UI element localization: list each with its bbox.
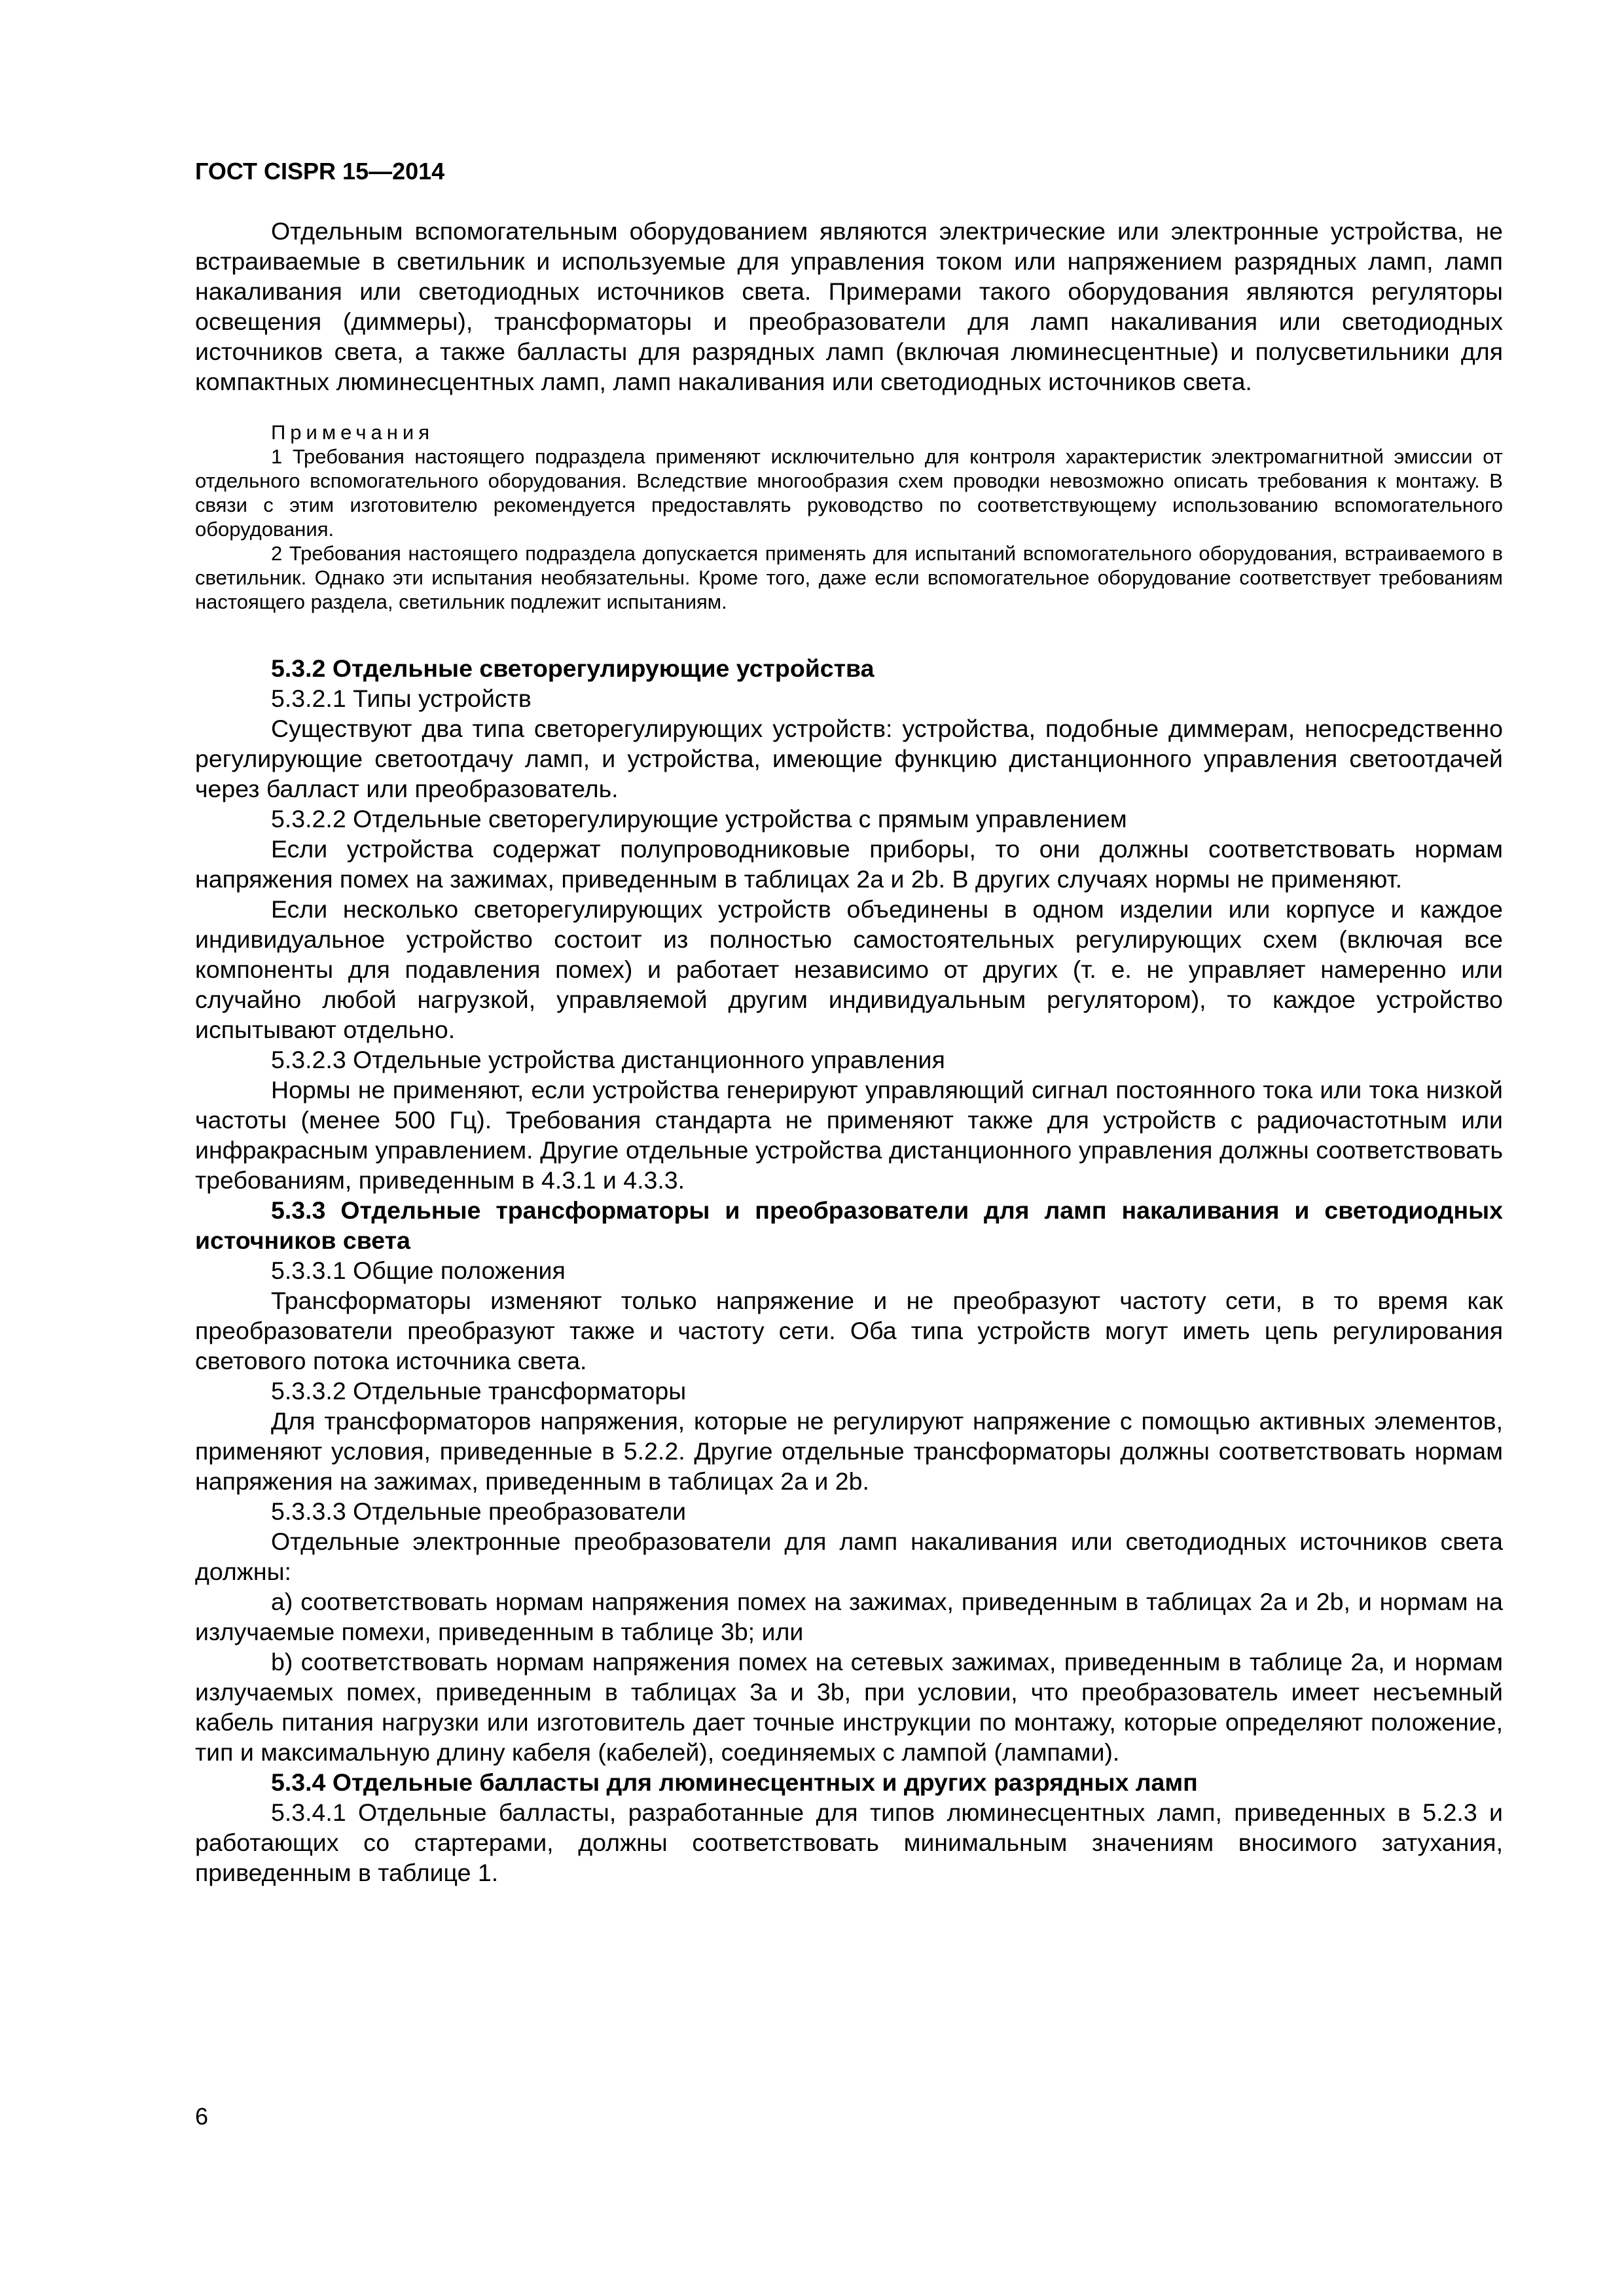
subsection-heading-5-3-3-1: 5.3.3.1 Общие положения bbox=[271, 1257, 566, 1284]
paragraph: Если несколько светорегулирующих устройств объединены в одном изделии или корпусе и каждое индивидуальное устройство состоит из полностью самостоятельных регулирующих схем (включая все компоненты для подавления помех) и работает независимо от других (т. е. не управляет намеренно или случайно любой нагрузкой, управляемой другим индивидуальным регулятором), то каждое устройство испытывают отдельно. bbox=[195, 895, 1503, 1043]
subsection-heading-5-3-3-3: 5.3.3.3 Отдельные преобразователи bbox=[271, 1498, 687, 1525]
paragraph: Существуют два типа светорегулирующих устройств: устройства, подобные диммерам, непосредственно регулирующие светоотдачу ламп, и устройства, имеющие функцию дистанционного управления светоотдачей через балласт или преобразователь. bbox=[195, 715, 1503, 802]
paragraph: Отдельные электронные преобразователи для ламп накаливания или светодиодных источников света должны: bbox=[195, 1528, 1503, 1585]
paragraph: Нормы не применяют, если устройства генерируют управляющий сигнал постоянного тока или тока низкой частоты (менее 500 Гц). Требования стандарта не применяют также для устройств с радиочастотным или инфракрасным управлением. Другие отдельные устройства дистанционного управления должны соответствовать требованиям, приведенным в 4.3.1 и 4.3.3. bbox=[195, 1076, 1503, 1194]
page-number: 6 bbox=[195, 2103, 209, 2130]
notes-title: Примечания bbox=[271, 421, 434, 444]
paragraph: Для трансформаторов напряжения, которые не регулируют напряжение с помощью активных элементов, применяют условия, приведенные в 5.2.2. Другие отдельные трансформаторы должны соответствовать нормам напряжения на зажимах, приведенным в таблицах 2a и 2b. bbox=[195, 1407, 1503, 1495]
notes-block bbox=[195, 420, 1503, 614]
section-heading-5-3-4: 5.3.4 Отдельные балласты для люминесцентных и других разрядных ламп bbox=[271, 1768, 1198, 1796]
subsection-heading-5-3-2-1: 5.3.2.1 Типы устройств bbox=[271, 685, 532, 712]
subsection-heading-5-3-2-2: 5.3.2.2 Отдельные светорегулирующие устройства с прямым управлением bbox=[271, 805, 1127, 833]
section-heading-5-3-2: 5.3.2 Отдельные светорегулирующие устройства bbox=[271, 655, 875, 682]
document-header: ГОСТ CISPR 15—2014 bbox=[195, 158, 445, 185]
list-item-a: a) соответствовать нормам напряжения помех на зажимах, приведенным в таблицах 2a и 2b, и нормам на излучаемые помехи, приведенным в таблице 3b; или bbox=[195, 1588, 1503, 1645]
paragraph: Трансформаторы изменяют только напряжение и не преобразуют частоту сети, в то время как преобразователи преобразуют также и частоту сети. Оба типа устройств могут иметь цепь регулирования светового потока источника света. bbox=[195, 1287, 1503, 1374]
note-item-1: 1 Требования настоящего подраздела применяют исключительно для контроля характеристик электромагнитной эмиссии от отдельного вспомогательного оборудования. Вследствие многообразия схем проводки невозможно описать требования к монтажу. В связи с этим изготовителю рекомендуется предоставлять руководство по соответствующему использованию вспомогательного оборудования. bbox=[195, 445, 1503, 541]
subsection-heading-5-3-2-3: 5.3.2.3 Отдельные устройства дистанционного управления bbox=[271, 1046, 945, 1073]
subsection-heading-5-3-3-2: 5.3.3.2 Отдельные трансформаторы bbox=[271, 1377, 687, 1405]
list-item-b: b) соответствовать нормам напряжения помех на сетевых зажимах, приведенным в таблице 2a, и нормам излучаемых помех, приведенным в таблицах 3a и 3b, при условии, что преобразователь имеет несъемный кабель питания нагрузки или изготовитель дает точные инструкции по монтажу, которые определяют положение, тип и максимальную длину кабеля (кабелей), соединяемых с лампой (лампами). bbox=[195, 1648, 1503, 1766]
section-gap bbox=[195, 614, 1503, 653]
note-item-2: 2 Требования настоящего подраздела допускается применять для испытаний вспомогательного оборудования, встраиваемого в светильник. Однако эти испытания необязательны. Кроме того, даже если вспомогательное оборудование соответствует требованиям настоящего раздела, светильник подлежит испытаниям. bbox=[195, 542, 1503, 613]
paragraph: 5.3.4.1 Отдельные балласты, разработанные для типов люминесцентных ламп, приведенных в 5.2.3 и работающих со стартерами, должны соответствовать минимальным значениям вносимого затухания, приведенным в таблице 1. bbox=[195, 1799, 1503, 1886]
intro-paragraph: Отдельным вспомогательным оборудованием являются электрические или электронные устройства, не встраиваемые в светильник и используемые для управления током или напряжением разрядных ламп, ламп накаливания или светодиодных источников света. Примерами такого оборудования являются регуляторы освещения (диммеры), трансформаторы и преобразователи для ламп накаливания или светодиодных источников света, а также балласты для разрядных ламп (включая люминесцентные) и полусветильники для компактных люминесцентных ламп, ламп накаливания или светодиодных источников света. bbox=[195, 217, 1503, 395]
document-body bbox=[195, 216, 1503, 1888]
section-heading-5-3-3: 5.3.3 Отдельные трансформаторы и преобразователи для ламп накаливания и светодиодных источников света bbox=[195, 1196, 1503, 1254]
paragraph: Если устройства содержат полупроводниковые приборы, то они должны соответствовать нормам напряжения помех на зажимах, приведенным в таблицах 2a и 2b. В других случаях нормы не применяют. bbox=[195, 835, 1503, 893]
